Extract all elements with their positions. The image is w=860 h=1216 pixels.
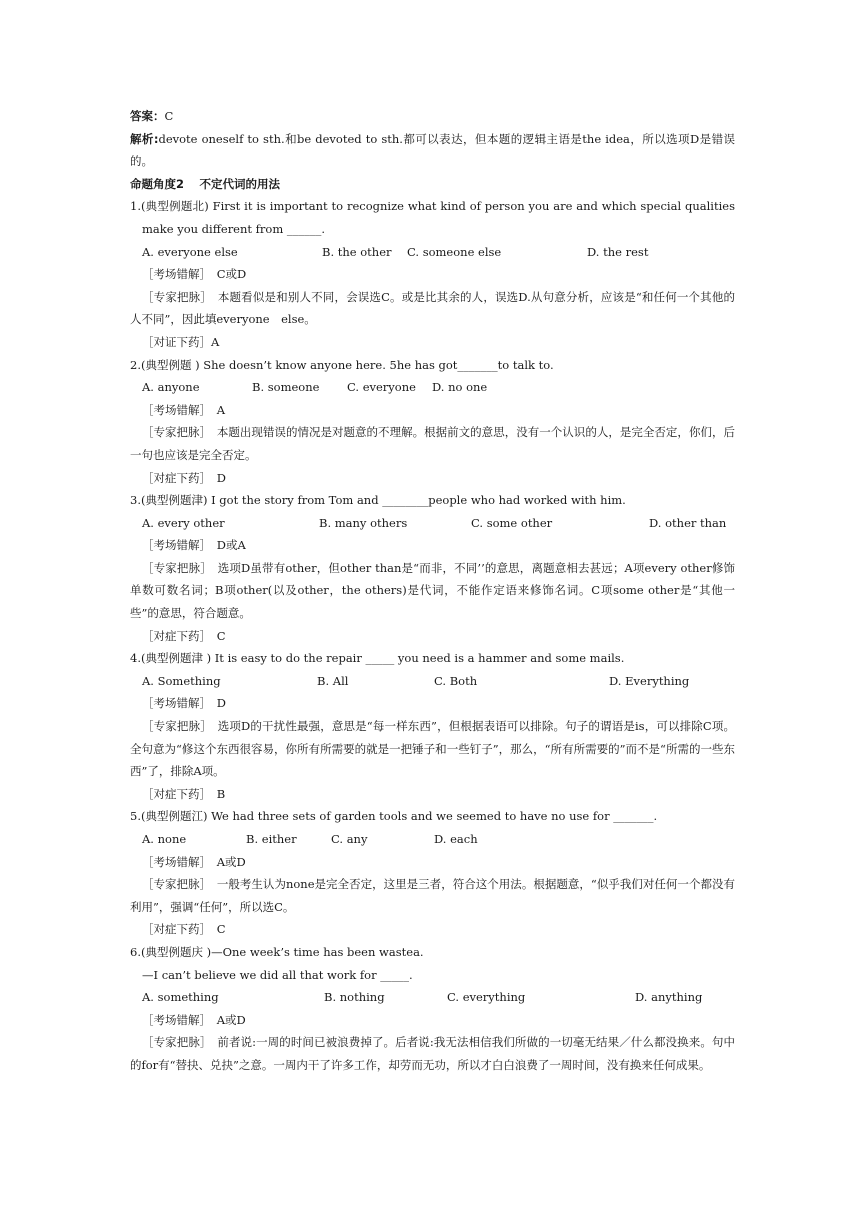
wrong-answer: ［考场错解］ A或D [142, 854, 246, 869]
correct-answer: ［对症下药］ B [142, 786, 226, 801]
section-title: 命题角度2 不定代词的用法 [130, 176, 281, 191]
question-stem: 2.(典型例题 ) She doesn’t know anyone here. 5he has got_______to talk to. [130, 357, 554, 372]
option: A. none [142, 832, 187, 846]
option: D. no one [432, 380, 488, 395]
correct-answer: ［对症下药］ C [142, 922, 226, 937]
expert-analysis: ［专家把脉］ 本题看似是和别人不同，会误选C。或是比其余的人，误选D.从句意分析，应该是“和任何一个其他的人不同”，因此填everyone else。 [130, 289, 735, 327]
options-row [130, 828, 735, 851]
option: C. someone else [407, 244, 502, 259]
correct-answer: ［对证下药］A [142, 334, 220, 349]
option: A. anyone [142, 380, 200, 395]
option: C. everything [447, 990, 526, 1005]
wrong-answer: ［考场错解］ A或D [142, 1012, 246, 1027]
option: C. some other [471, 515, 553, 530]
options-row [130, 241, 735, 264]
question-stem: 3.(典型例题津) I got the story from Tom and ________people who had worked with him. [130, 493, 626, 508]
question-stem: 5.(典型例题江) We had three sets of garden tools and we seemed to have no use for _______. [130, 809, 658, 824]
expert-analysis: ［专家把脉］ 前者说:一周的时间已被浪费掉了。后者说:我无法相信我们所做的一切毫无结果／什么都没换来。句中的for有“替抉、兑抉”之意。一周内干了许多工作，却劳而无功，所以才白白浪费了一周时间，没有换来任何成果。 [130, 1035, 735, 1072]
wrong-answer: ［考场错解］ D或A [142, 538, 246, 553]
question-stem: 6.(典型例题庆 )—One week’s time has been wastea. [130, 944, 424, 959]
options-row [130, 986, 735, 1009]
question-stem: 4.(典型例题津 ) It is easy to do the repair _____ you need is a hammer and some mails. [130, 651, 625, 666]
option: B. someone [252, 380, 320, 395]
option: B. either [246, 832, 297, 846]
option: B. the other [322, 244, 392, 259]
document-content [130, 105, 735, 1077]
option: D. the rest [587, 244, 649, 259]
wrong-answer: ［考场错解］ C或D [142, 267, 247, 282]
analysis-line: 解析:devote oneself to sth.和be devoted to sth.都可以表达，但本题的逻辑主语是the idea，所以选项D是错误的。 [130, 131, 735, 169]
answer-value: C [164, 109, 174, 123]
analysis-text: devote oneself to sth.和be devoted to sth.都可以表达，但本题的逻辑主语是the idea，所以选项D是错误的。 [130, 131, 735, 169]
expert-analysis: ［专家把脉］ 本题出现错误的情况是对题意的不理解。根据前文的意思，没有一个认识的人，是完全否定，你们，后一句也应该是完全否定。 [130, 425, 735, 462]
wrong-answer: ［考场错解］ D [142, 696, 226, 711]
option: C. Both [434, 673, 478, 688]
option: D. other than [649, 515, 727, 530]
option: A. something [142, 990, 219, 1005]
correct-answer: ［对症下药］ C [142, 628, 226, 643]
question-stem: 1.(典型例题北) First it is important to recognize what kind of person you are and which special qualities make you different from ______. [130, 199, 735, 236]
option: A. everyone else [142, 244, 238, 259]
option: D. anything [635, 990, 703, 1005]
option: B. All [317, 673, 349, 688]
expert-analysis: ［专家把脉］ 选项D的干扰性最强，意思是“每一样东西”，但根据表语可以排除。句子的谓语是is，可以排除C项。全句意为“修这个东西很容易，你所有所需要的就是一把锤子和一些钉子”，那么，“所有所需要的”而不是“所需的一些东西”了，排除A项。 [130, 719, 735, 779]
options-row [130, 376, 735, 399]
correct-answer: ［对症下药］ D [142, 470, 226, 485]
analysis-label: 解析 [130, 131, 154, 146]
options-row [130, 512, 735, 535]
options-row [130, 670, 735, 693]
answer-line: 答案：C [130, 109, 174, 123]
option: C. any [331, 832, 368, 846]
question-stem-reply: —I can’t believe we did all that work for _____. [142, 967, 413, 982]
option: D. Everything [609, 673, 690, 688]
option: A. every other [142, 515, 225, 530]
option: D. each [434, 832, 478, 846]
expert-analysis: ［专家把脉］ 一般考生认为none是完全否定，这里是三者，符合这个用法。根据题意，“似乎我们对任何一个都没有利用”，强调“任何”，所以选C。 [130, 877, 735, 914]
expert-analysis: ［专家把脉］ 选项D虽带有other，但other than是“而非，不同’’的意思，离题意相去甚远；A项every other修饰单数可数名词；B项other(以及other，the others)是代词，不能作定语来修饰名词。C项some other是“其他一些”的意思，符合题意。 [130, 560, 735, 621]
option: C. everyone [347, 380, 416, 395]
option: A. Something [142, 673, 221, 688]
answer-label: 答案 [130, 109, 153, 123]
wrong-answer: ［考场错解］ A [142, 402, 226, 417]
option: B. nothing [324, 990, 385, 1005]
option: B. many others [319, 515, 408, 530]
